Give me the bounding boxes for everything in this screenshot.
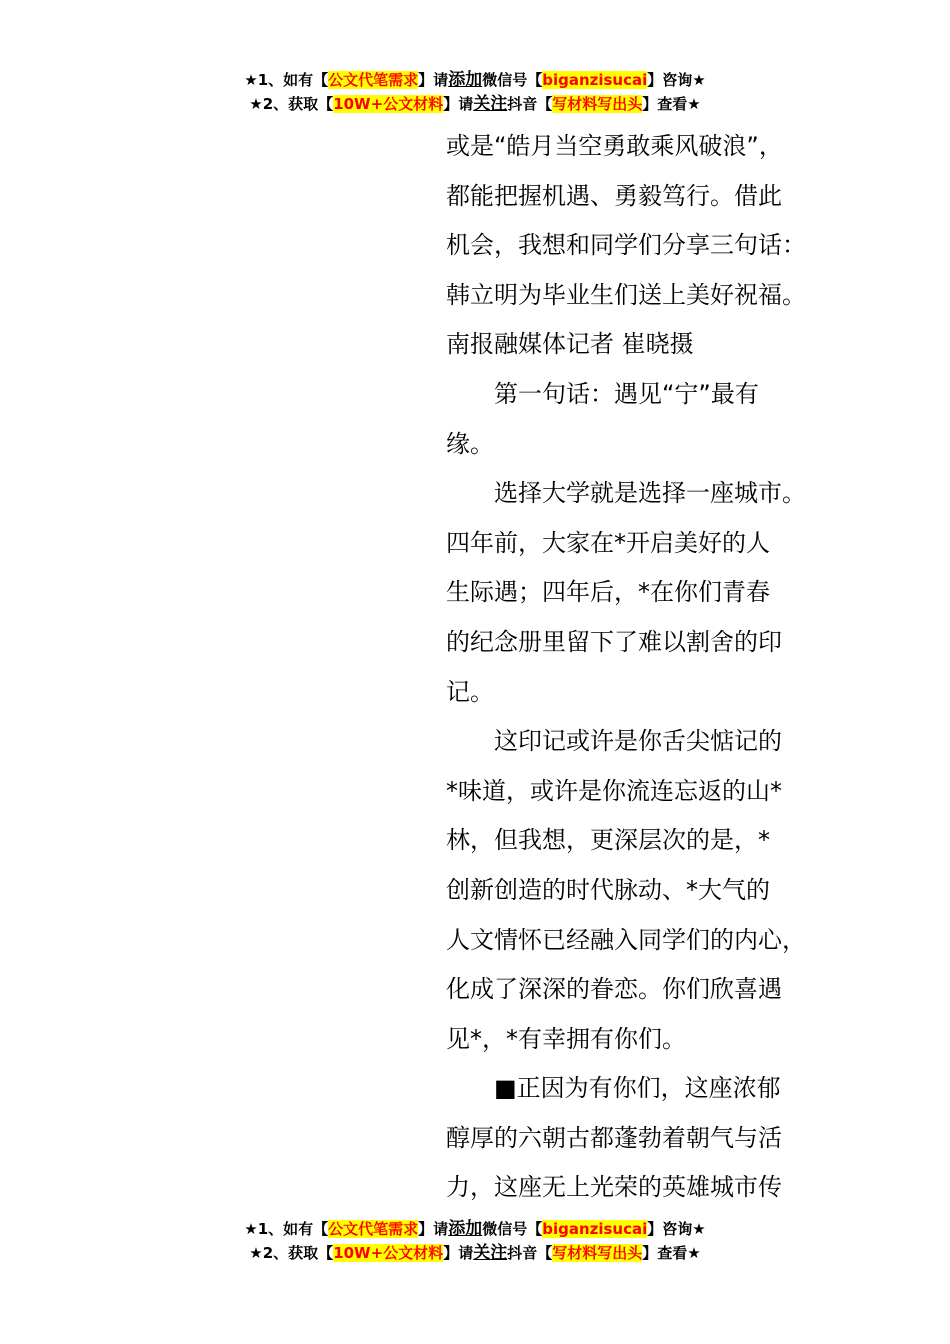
footer-line-1-text-2: 微信号【 <box>482 1220 543 1238</box>
document-body <box>446 122 836 1213</box>
body-line: 林，但我想，更深层次的是，* <box>446 826 770 855</box>
footer-highlight-service: 公文代笔需求 <box>328 1220 419 1238</box>
header-line-1-suffix: 】咨询★ <box>647 71 706 89</box>
footer-line-1-suffix: 】咨询★ <box>647 1220 706 1238</box>
footer-follow-emphasis: 关注 <box>473 1243 508 1263</box>
header-line-2-prefix: ★2、获取【 <box>249 95 334 113</box>
header-line-1-text: 】请 <box>418 71 449 89</box>
header-line-2-text-2: 抖音【 <box>507 95 553 113</box>
header-douyin-id: 写材料写出头 <box>552 95 643 113</box>
section-heading-cont: 缘。 <box>446 429 494 458</box>
body-line: 韩立明为毕业生们送上美好祝福。 <box>446 280 806 309</box>
footer-line-1-prefix: ★1、如有【 <box>244 1220 329 1238</box>
footer-line-2-suffix: 】查看★ <box>642 1244 701 1262</box>
footer-add-emphasis: 添加 <box>448 1219 483 1239</box>
body-line: 四年前，大家在*开启美好的人 <box>446 528 770 557</box>
header-follow-emphasis: 关注 <box>473 94 508 114</box>
body-line: ■正因为有你们，这座浓郁 <box>494 1074 781 1103</box>
body-line: 选择大学就是选择一座城市。 <box>494 479 806 508</box>
body-line: 见*，*有幸拥有你们。 <box>446 1024 686 1053</box>
body-line: 的纪念册里留下了难以割舍的印 <box>446 627 782 656</box>
photo-credit: 南报融媒体记者 崔晓摄 <box>446 330 694 359</box>
body-line: 创新创造的时代脉动、*大气的 <box>446 875 770 904</box>
header-line-2 <box>0 92 950 116</box>
header-add-emphasis: 添加 <box>448 70 483 90</box>
footer-line-2-text-2: 抖音【 <box>507 1244 553 1262</box>
body-line: 都能把握机遇、勇毅笃行。借此 <box>446 181 782 210</box>
body-line: 力，这座无上光荣的英雄城市传 <box>446 1173 782 1202</box>
header-line-1 <box>0 68 950 92</box>
footer-douyin-id: 写材料写出头 <box>552 1244 643 1262</box>
body-line: 醇厚的六朝古都蓬勃着朝气与活 <box>446 1123 782 1152</box>
body-line: 生际遇；四年后，*在你们青春 <box>446 578 770 607</box>
body-line: 记。 <box>446 677 494 706</box>
header-line-2-suffix: 】查看★ <box>642 95 701 113</box>
header-wechat-id: biganzisucai <box>542 71 648 89</box>
body-line: 或是“皓月当空勇敢乘风破浪”， <box>446 132 783 160</box>
body-line: 人文情怀已经融入同学们的内心， <box>446 925 806 954</box>
header-banner <box>0 68 950 116</box>
header-highlight-materials: 10W+公文材料 <box>333 95 444 113</box>
header-highlight-service: 公文代笔需求 <box>328 71 419 89</box>
footer-wechat-id: biganzisucai <box>542 1220 648 1238</box>
footer-line-1 <box>0 1217 950 1241</box>
footer-line-2 <box>0 1241 950 1265</box>
body-line: 化成了深深的眷恋。你们欣喜遇 <box>446 975 782 1004</box>
footer-line-2-prefix: ★2、获取【 <box>249 1244 334 1262</box>
header-line-1-prefix: ★1、如有【 <box>244 71 329 89</box>
body-line: 机会，我想和同学们分享三句话： <box>446 231 806 260</box>
section-heading: 第一句话：遇见“宁”最有 <box>494 379 759 408</box>
footer-banner <box>0 1217 950 1265</box>
body-line: *味道，或许是你流连忘返的山* <box>446 776 782 805</box>
footer-line-1-text: 】请 <box>418 1220 449 1238</box>
body-line: 这印记或许是你舌尖惦记的 <box>494 727 782 756</box>
footer-line-2-text: 】请 <box>443 1244 474 1262</box>
footer-highlight-materials: 10W+公文材料 <box>333 1244 444 1262</box>
header-line-1-text-2: 微信号【 <box>482 71 543 89</box>
header-line-2-text: 】请 <box>443 95 474 113</box>
